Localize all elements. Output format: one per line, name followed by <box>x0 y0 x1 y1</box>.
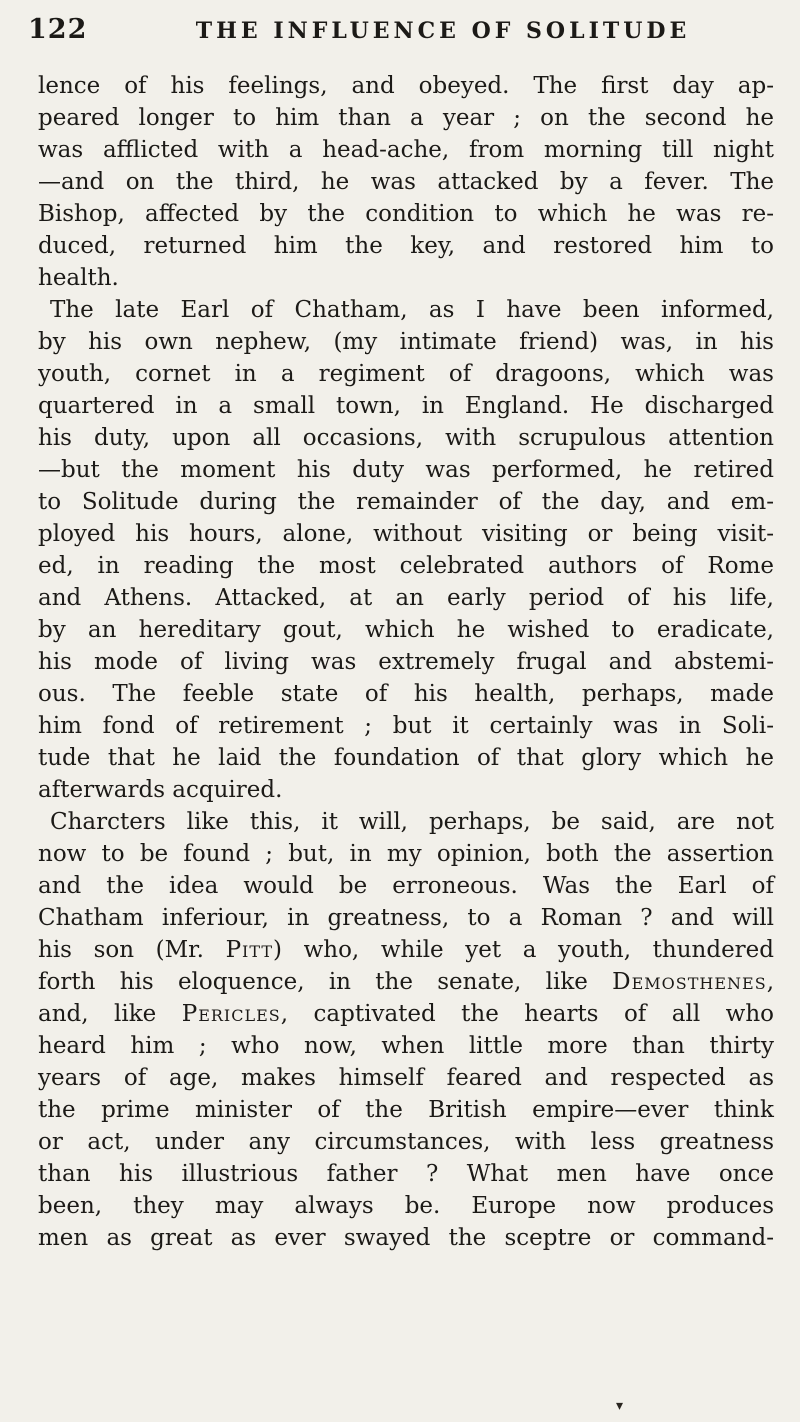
text-line <box>38 166 774 198</box>
line-text: years of age, makes himself feared and respected as <box>38 1065 774 1091</box>
line-text: and, like <box>38 1001 182 1027</box>
line-text: by an hereditary gout, which he wished to eradicate, <box>38 617 774 643</box>
line-text: Bishop, affected by the condition to which he was re- <box>38 201 774 227</box>
small-caps-name: Pitt <box>225 937 273 963</box>
text-line <box>38 294 774 326</box>
line-text: his mode of living was extremely frugal and abstemi- <box>38 649 774 675</box>
text-line <box>38 326 774 358</box>
line-text: health. <box>38 265 119 291</box>
text-line <box>38 198 774 230</box>
text-line <box>38 678 774 710</box>
line-text: ous. The feeble state of his health, perhaps, made <box>38 681 774 707</box>
line-text: youth, cornet in a regiment of dragoons, which was <box>38 361 774 387</box>
line-text: and the idea would be erroneous. Was the Earl of <box>38 873 774 899</box>
page-number: 122 <box>28 14 88 45</box>
text-line <box>38 1062 774 1094</box>
line-text: to Solitude during the remainder of the day, and em- <box>38 489 774 515</box>
line-text: men as great as ever swayed the sceptre or command- <box>38 1225 774 1251</box>
text-line <box>38 454 774 486</box>
text-line <box>38 646 774 678</box>
running-title: THE INFLUENCE OF SOLITUDE <box>195 18 691 44</box>
line-text: his duty, upon all occasions, with scrupulous attention <box>38 425 774 451</box>
small-caps-name: Demosthenes <box>612 969 767 995</box>
text-line <box>38 102 774 134</box>
text-line <box>38 1126 774 1158</box>
text-line <box>38 838 774 870</box>
line-text: now to be found ; but, in my opinion, both the assertion <box>38 841 774 867</box>
line-text: was afflicted with a head-ache, from morning till night <box>38 137 774 163</box>
line-text: his son (Mr. <box>38 937 226 963</box>
text-line <box>38 870 774 902</box>
text-line <box>38 902 774 934</box>
page-header <box>28 14 788 54</box>
line-text: afterwards acquired. <box>38 777 283 803</box>
line-text: duced, returned him the key, and restored him to <box>38 233 774 259</box>
line-text: and Athens. Attacked, at an early period of his life, <box>38 585 774 611</box>
text-line <box>38 966 774 998</box>
line-text: Charcters like this, it will, perhaps, be said, are not <box>50 809 774 835</box>
text-line <box>38 486 774 518</box>
text-line <box>38 1094 774 1126</box>
line-text: him fond of retirement ; but it certainly was in Soli- <box>38 713 774 739</box>
line-text: , <box>766 969 774 995</box>
text-line <box>38 422 774 454</box>
line-text: lence of his feelings, and obeyed. The first day ap- <box>38 73 774 99</box>
text-line <box>38 998 774 1030</box>
line-text: or act, under any circumstances, with less greatness <box>38 1129 774 1155</box>
text-line <box>38 1158 774 1190</box>
text-line <box>38 1030 774 1062</box>
line-text: ed, in reading the most celebrated authors of Rome <box>38 553 774 579</box>
line-text: , captivated the hearts of all who <box>280 1001 774 1027</box>
ink-mark: ▾ <box>616 1398 624 1414</box>
text-line <box>38 806 774 838</box>
text-line <box>38 742 774 774</box>
text-line <box>38 230 774 262</box>
text-line <box>38 550 774 582</box>
text-line <box>38 934 774 966</box>
line-text: —and on the third, he was attacked by a fever. The <box>38 169 774 195</box>
text-line <box>38 70 774 102</box>
line-text: ployed his hours, alone, without visiting or being visit- <box>38 521 774 547</box>
text-line <box>38 614 774 646</box>
line-text: than his illustrious father ? What men have once <box>38 1161 774 1187</box>
line-text: been, they may always be. Europe now produces <box>38 1193 774 1219</box>
text-line <box>38 1222 774 1254</box>
text-line <box>38 390 774 422</box>
text-line <box>38 262 774 294</box>
text-line <box>38 582 774 614</box>
text-line <box>38 774 774 806</box>
line-text: tude that he laid the foundation of that glory which he <box>38 745 774 771</box>
text-line <box>38 518 774 550</box>
line-text: The late Earl of Chatham, as I have been informed, <box>50 297 774 323</box>
line-text: —but the moment his duty was performed, he retired <box>38 457 774 483</box>
line-text: forth his eloquence, in the senate, like <box>38 969 613 995</box>
body-text <box>38 70 774 1254</box>
text-line <box>38 358 774 390</box>
line-text: heard him ; who now, when little more than thirty <box>38 1033 774 1059</box>
line-text: by his own nephew, (my intimate friend) was, in his <box>38 329 774 355</box>
line-text: quartered in a small town, in England. He discharged <box>38 393 774 419</box>
line-text: Chatham inferiour, in greatness, to a Roman ? and will <box>38 905 774 931</box>
text-line <box>38 710 774 742</box>
line-text: the prime minister of the British empire—ever think <box>38 1097 774 1123</box>
small-caps-name: Pericles <box>181 1001 281 1027</box>
line-text: ) who, while yet a youth, thundered <box>273 937 775 963</box>
text-line <box>38 134 774 166</box>
line-text: peared longer to him than a year ; on the second he <box>38 105 774 131</box>
text-line <box>38 1190 774 1222</box>
